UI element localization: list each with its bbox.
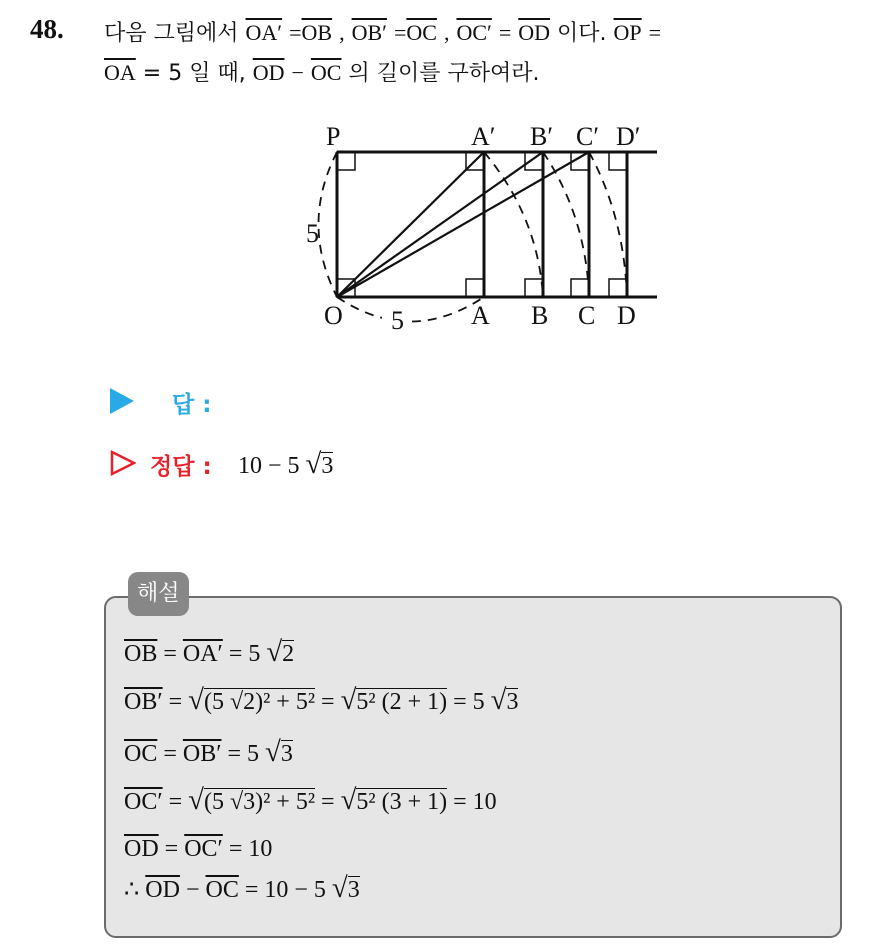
- question-number: 48.: [30, 14, 64, 44]
- label-length-5-side: 5: [306, 219, 319, 248]
- label-c: C: [578, 301, 596, 330]
- label-c-prime: C′: [576, 122, 600, 151]
- segment-ob-prime-line: [337, 152, 543, 297]
- radicand: (5 √2)² + 5²: [203, 689, 316, 715]
- label-length-5-bottom: 5: [391, 306, 404, 335]
- value-prefix: = 5: [227, 741, 260, 767]
- label-p: P: [326, 122, 341, 151]
- equals-sign: =: [393, 20, 407, 45]
- radicand: 2: [282, 641, 295, 667]
- sqrt: √(5 √2)² + 5²: [188, 684, 316, 716]
- correct-answer-label: 정답 :: [150, 454, 212, 480]
- sqrt: √2: [266, 636, 295, 668]
- label-a: A: [471, 301, 490, 330]
- comma: ,: [443, 20, 450, 45]
- solution-line-1: $\overline{OB} = OA' = 5$ √2: [124, 636, 295, 668]
- right-angle-mark: [466, 279, 484, 297]
- value-prefix: = 10 − 5: [244, 877, 326, 903]
- segment-oc-prime: OC′: [184, 836, 223, 862]
- right-angle-mark: [609, 279, 627, 297]
- question-text-mid: 이다.: [557, 21, 607, 46]
- radicand: (5 √3)² + 5²: [203, 789, 316, 815]
- answer-label: 답 :: [172, 392, 212, 418]
- segment-ob-prime: OB′: [351, 20, 387, 45]
- question-text-start: 다음 그림에서: [104, 21, 239, 46]
- radicand: 3: [321, 453, 334, 479]
- label-b-prime: B′: [530, 122, 554, 151]
- segment-ob: $\overline{OB}$: [124, 641, 158, 667]
- label-o: O: [324, 301, 343, 330]
- segment-oc-prime: OC′: [456, 20, 492, 45]
- segment-oa-prime: OA′: [182, 641, 223, 667]
- minus-sign: −: [291, 60, 304, 85]
- solution-tab: 해설: [128, 572, 189, 616]
- segment-ob-prime: OB′: [124, 689, 163, 715]
- segment-ob: $\overline{OB}$: [301, 20, 333, 45]
- sqrt: √3: [305, 448, 334, 480]
- correct-answer-value: [238, 448, 333, 481]
- therefore-symbol: ∴: [124, 877, 140, 903]
- correct-answer-arrow-icon: [110, 450, 136, 476]
- radicand: 3: [280, 741, 293, 767]
- value-prefix: = 5: [228, 641, 261, 667]
- segment-oa: $\overline{OA}$: [104, 60, 136, 85]
- segment-oc: $\overline{OC}$: [124, 741, 158, 767]
- geometry-figure: [300, 116, 670, 336]
- segment-ob-prime: OB′: [182, 741, 222, 767]
- sqrt: √3: [331, 872, 360, 904]
- comma: ,: [339, 20, 345, 45]
- segment-oa-prime: OA′: [245, 20, 283, 45]
- correct-answer-prefix: 10 − 5: [238, 453, 300, 479]
- label-a-prime: A′: [471, 122, 496, 151]
- segment-oc: $\overline{OC}$: [406, 20, 437, 45]
- equals-sign: =: [289, 20, 302, 45]
- question-line-2: [104, 56, 539, 87]
- sqrt: √5² (3 + 1): [340, 784, 448, 816]
- equals-sign: =: [498, 20, 512, 45]
- value-prefix: = 5: [453, 689, 485, 715]
- question-condition: = 5 일 때,: [142, 61, 246, 86]
- value: = 10: [453, 789, 497, 815]
- sqrt: √(5 √3)² + 5²: [188, 784, 316, 816]
- sqrt: √3: [490, 684, 519, 716]
- segment-od: $\overline{OD}$: [145, 877, 180, 903]
- segment-op: $\overline{OP}$: [613, 20, 642, 45]
- solution-line-6: [124, 872, 360, 905]
- right-angle-mark: [609, 152, 627, 170]
- solution-line-5: $\overline{OD} = OC' = 10$: [124, 836, 273, 862]
- solution-line-3: $\overline{OC} = OB' = 5$ √3: [124, 736, 293, 768]
- segment-od: $\overline{OD}$: [252, 60, 285, 85]
- radicand: 5² (2 + 1): [356, 689, 448, 715]
- answer-arrow-icon: [110, 388, 134, 414]
- right-angle-mark: [525, 279, 543, 297]
- equals-sign: =: [648, 20, 662, 45]
- minus-sign: −: [185, 877, 200, 903]
- radicand: 3: [347, 877, 360, 903]
- right-angle-mark: [571, 279, 589, 297]
- segment-od: $\overline{OD}$: [518, 20, 551, 45]
- sqrt: √3: [265, 736, 293, 768]
- radicand: 3: [506, 689, 519, 715]
- right-angle-mark: [337, 152, 355, 170]
- segment-oc: $\overline{OC}$: [310, 60, 342, 85]
- sqrt: √5² (2 + 1): [340, 684, 448, 716]
- question-text-end: 의 길이를 구하여라.: [348, 61, 540, 86]
- segment-oc: $\overline{OC}$: [205, 877, 239, 903]
- radicand: 5² (3 + 1): [356, 789, 448, 815]
- question-line-1: [104, 16, 661, 47]
- label-d-prime: D′: [616, 122, 641, 151]
- solution-line-2: OB′ = √(5 √2)² + 5² = √5² (2 + 1) = 5 √3: [124, 684, 519, 716]
- label-b: B: [531, 301, 549, 330]
- solution-line-4: OC′ = √(5 √3)² + 5² = √5² (3 + 1) = 10: [124, 784, 497, 816]
- label-d: D: [617, 301, 636, 330]
- segment-oc-prime: OC′: [124, 789, 163, 815]
- value: = 10: [228, 836, 273, 862]
- dashed-arc-left: [319, 152, 338, 297]
- segment-od: $\overline{OD}$: [124, 836, 159, 862]
- dashed-arc-od: [589, 152, 627, 297]
